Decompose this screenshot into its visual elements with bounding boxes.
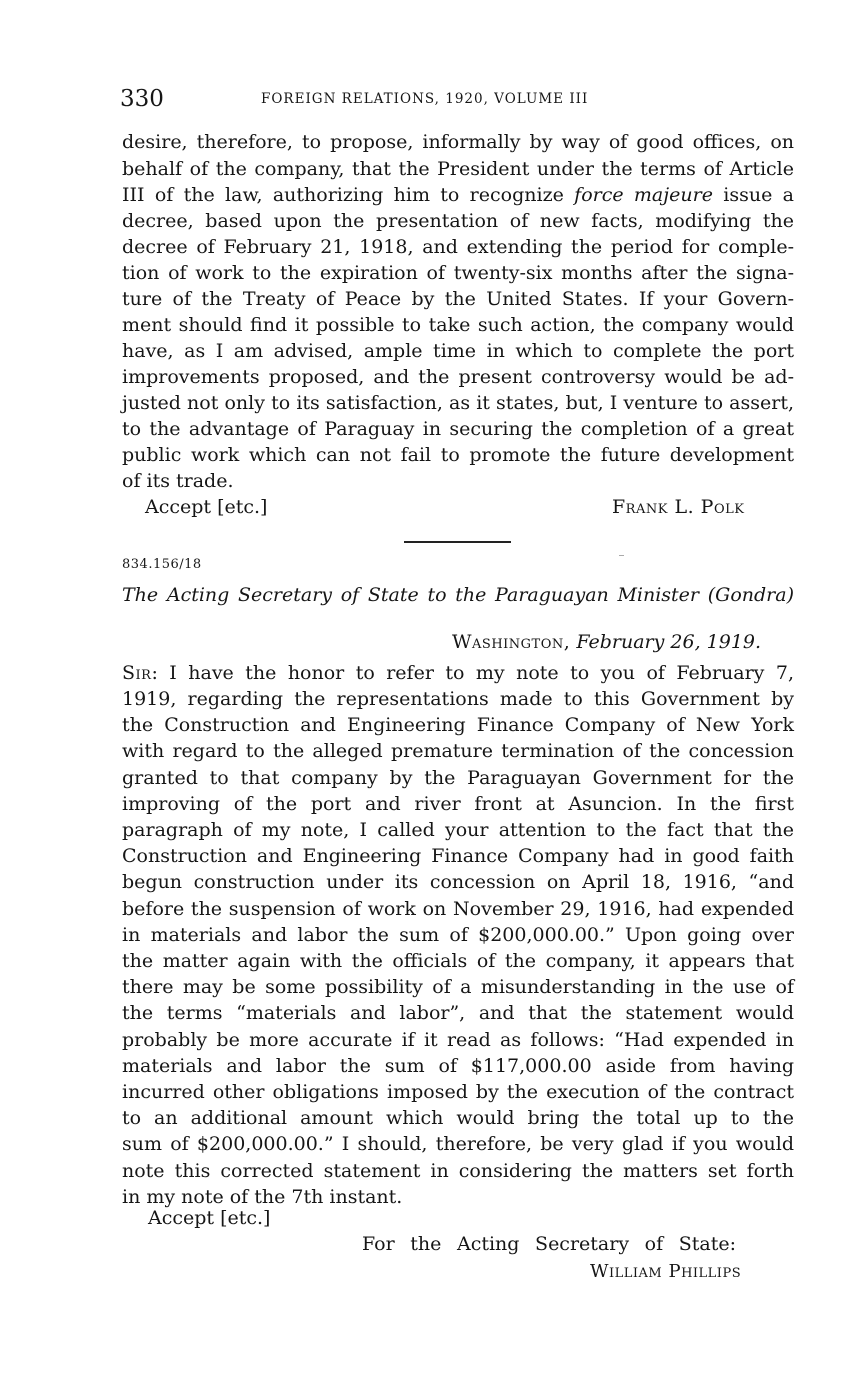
- line3-before: III of the law, authorizing him to recognize: [122, 184, 564, 206]
- continued-line-6: tion of work to the expiration of twenty-six months after the signa-: [122, 262, 794, 284]
- body-line-15: probably be more accurate if it read as follows: “Had expended in: [122, 1028, 794, 1051]
- section-divider: [404, 541, 511, 543]
- continued-line-12: to the advantage of Paraguay in securing the completion of a great: [122, 418, 794, 440]
- body-line-10: before the suspension of work on November 29, 1916, had expended: [122, 897, 794, 920]
- scan-speck: [619, 555, 624, 556]
- body-line-7: paragraph of my note, I called your attention to the fact that the: [122, 819, 794, 841]
- body-line-17: incurred other obligations imposed by the execution of the contract: [122, 1081, 794, 1103]
- body-line-9: begun construction under its concession on April 18, 1916, “and: [122, 871, 794, 894]
- continued-line-9: have, as I am advised, ample time in which to complete the port: [122, 340, 794, 362]
- closing-accept-2: Accept [etc.]: [148, 1207, 271, 1229]
- title-end: ): [786, 584, 794, 606]
- body-line-13: there may be some possibility of a misunderstanding in the use of: [122, 976, 794, 999]
- body-line-8: Construction and Engineering Finance Company had in good faith: [122, 845, 794, 868]
- body-line-19: sum of $200,000.00.” I should, therefore, be very glad if you would: [122, 1133, 794, 1156]
- closing-accept: Accept [etc.]: [145, 496, 268, 518]
- body-line-16: materials and labor the sum of $117,000.00 aside from having: [122, 1054, 794, 1077]
- document-title: [122, 582, 794, 608]
- body-line-18: to an additional amount which would bring the total up to the: [122, 1107, 794, 1130]
- body-line-2: 1919, regarding the representations made to this Government by: [122, 688, 794, 710]
- continued-line-13: public work which can not fail to promote the future development: [122, 444, 794, 466]
- body-line-3: the Construction and Engineering Finance Company of New York: [122, 714, 794, 737]
- continued-line-4: decree, based upon the presentation of new facts, modifying the: [122, 210, 794, 232]
- dateline-date: February 26, 1919.: [576, 631, 762, 653]
- body-line-5: granted to that company by the Paraguayan Government for the: [122, 766, 794, 789]
- line3-after: issue a: [723, 184, 794, 206]
- for-acting-secretary: For the Acting Secretary of State:: [362, 1233, 736, 1255]
- page-number: 330: [120, 86, 164, 112]
- title-main: The Acting Secretary of State to the Paraguayan Minister (: [122, 584, 716, 606]
- continued-line-11: justed not only to its satisfaction, as it states, but, I venture to assert,: [122, 392, 794, 414]
- salutation: Sir: [122, 662, 152, 684]
- continued-line-1: desire, therefore, to propose, informally by way of good offices, on: [122, 131, 794, 153]
- dateline-place: Washington,: [452, 631, 571, 653]
- body-line-14: the terms “materials and labor”, and that the statement would: [122, 1002, 794, 1025]
- title-name: Gondra: [715, 584, 787, 606]
- letter-first-line: [122, 660, 794, 686]
- signature-william-phillips: William Phillips: [590, 1261, 742, 1282]
- continued-line-8: ment should find it possible to take such action, the company would: [122, 314, 794, 336]
- body-line-6: improving of the port and river front at Asuncion. In the first: [122, 792, 794, 815]
- file-number: 834.156/18: [122, 557, 202, 572]
- continued-line-3: [122, 182, 794, 208]
- continued-line-2: behalf of the company, that the President under the terms of Article: [122, 158, 794, 180]
- continued-line-14: of its trade.: [122, 470, 234, 492]
- first-line-text: : I have the honor to refer to my note to you of February 7,: [151, 662, 794, 684]
- body-line-21: in my note of the 7th instant.: [122, 1185, 403, 1208]
- continued-line-5: decree of February 21, 1918, and extending the period for comple-: [122, 236, 794, 258]
- continued-line-7: ture of the Treaty of Peace by the United States. If your Govern-: [122, 288, 794, 310]
- signature-frank-polk: Frank L. Polk: [612, 496, 745, 518]
- body-line-20: note this corrected statement in considering the matters set forth: [122, 1159, 794, 1182]
- running-head: FOREIGN RELATIONS, 1920, VOLUME III: [261, 91, 589, 107]
- continued-line-10: improvements proposed, and the present controversy would be ad-: [122, 366, 794, 388]
- page-header: [120, 86, 800, 116]
- body-line-4: with regard to the alleged premature termination of the concession: [122, 740, 794, 763]
- body-line-12: the matter again with the officials of the company, it appears that: [122, 950, 794, 972]
- body-line-11: in materials and labor the sum of $200,000.00.” Upon going over: [122, 923, 794, 946]
- dateline: [452, 631, 761, 653]
- force-majeure: force majeure: [574, 184, 713, 206]
